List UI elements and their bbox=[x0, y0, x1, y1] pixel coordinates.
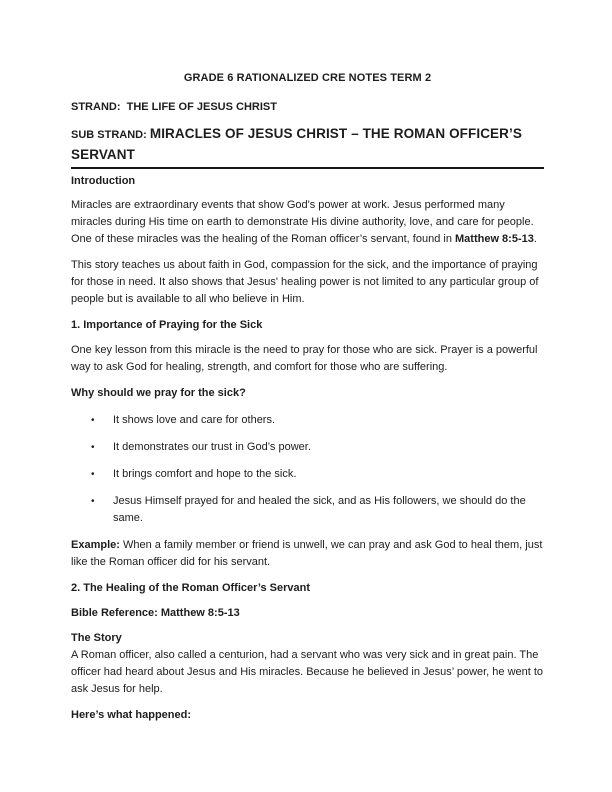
bullet-item bbox=[71, 439, 544, 456]
bullet-item bbox=[71, 493, 544, 527]
section-2-heading: 2. The Healing of the Roman Officer’s Servant bbox=[71, 582, 310, 594]
sub-strand-title: MIRACLES OF JESUS CHRIST – THE ROMAN OFFICER’S SERVANT bbox=[71, 126, 522, 162]
section-1-paragraph: One key lesson from this miracle is the need to pray for those who are sick. Prayer is a powerful way to ask God for healing, strength, and comfort for those who are suffering. bbox=[71, 344, 538, 373]
sub-strand-label: SUB STRAND: bbox=[71, 129, 150, 141]
bullet-item bbox=[71, 412, 544, 429]
bullet-icon: • bbox=[91, 442, 95, 453]
bible-reference-heading: Bible Reference: Matthew 8:5-13 bbox=[71, 607, 240, 619]
intro-paragraph-1 bbox=[71, 197, 544, 248]
story-paragraph: A Roman officer, also called a centurion, had a servant who was very sick and in great pain. The officer had heard about Jesus and His miracles. Because he believed in Jesus’ power, he went to ask Jesus for help. bbox=[71, 649, 544, 695]
bullet-text: It shows love and care for others. bbox=[113, 414, 276, 426]
intro-paragraph-1-period: . bbox=[533, 233, 537, 245]
bullet-icon: • bbox=[91, 469, 95, 480]
why-pray-heading: Why should we pray for the sick? bbox=[71, 387, 246, 399]
sub-strand-line bbox=[71, 124, 544, 169]
bullet-item bbox=[71, 466, 544, 483]
bullet-text: Jesus Himself prayed for and healed the sick, and as His followers, we should do the same. bbox=[113, 495, 526, 524]
bullet-text: It demonstrates our trust in God’s power. bbox=[113, 441, 311, 453]
bullet-icon: • bbox=[91, 415, 95, 426]
sub-strand-underlined bbox=[71, 124, 544, 169]
intro-paragraph-2: This story teaches us about faith in God, compassion for the sick, and the importance of praying for those in need. It also shows that Jesus' healing power is not limited to any particular group of people but is available to all who believe in Him. bbox=[71, 259, 539, 305]
section-1-heading: 1. Importance of Praying for the Sick bbox=[71, 319, 263, 331]
example-label: Example: bbox=[71, 539, 120, 551]
document-title: GRADE 6 RATIONALIZED CRE NOTES TERM 2 bbox=[183, 72, 432, 84]
bullet-icon: • bbox=[91, 496, 95, 507]
intro-paragraph-1-text: Miracles are extraordinary events that show God's power at work. Jesus performed many miracles during His time on earth to demonstrate His divine authority, love, and care for people. One of these miracles was the healing of the Roman officer’s servant, found in bbox=[71, 199, 534, 245]
example-paragraph bbox=[71, 537, 544, 571]
bible-reference-bold: Matthew 8:5-13 bbox=[455, 233, 534, 245]
bullet-list bbox=[71, 412, 544, 527]
story-heading: The Story bbox=[71, 632, 122, 644]
introduction-heading: Introduction bbox=[71, 175, 136, 187]
strand-heading: STRAND: THE LIFE OF JESUS CHRIST bbox=[71, 101, 277, 113]
bullet-text: It brings comfort and hope to the sick. bbox=[113, 468, 297, 480]
example-text: When a family member or friend is unwell, we can pray and ask God to heal them, just like the Roman officer did for his servant. bbox=[71, 539, 543, 568]
what-happened-heading: Here’s what happened: bbox=[71, 709, 192, 721]
